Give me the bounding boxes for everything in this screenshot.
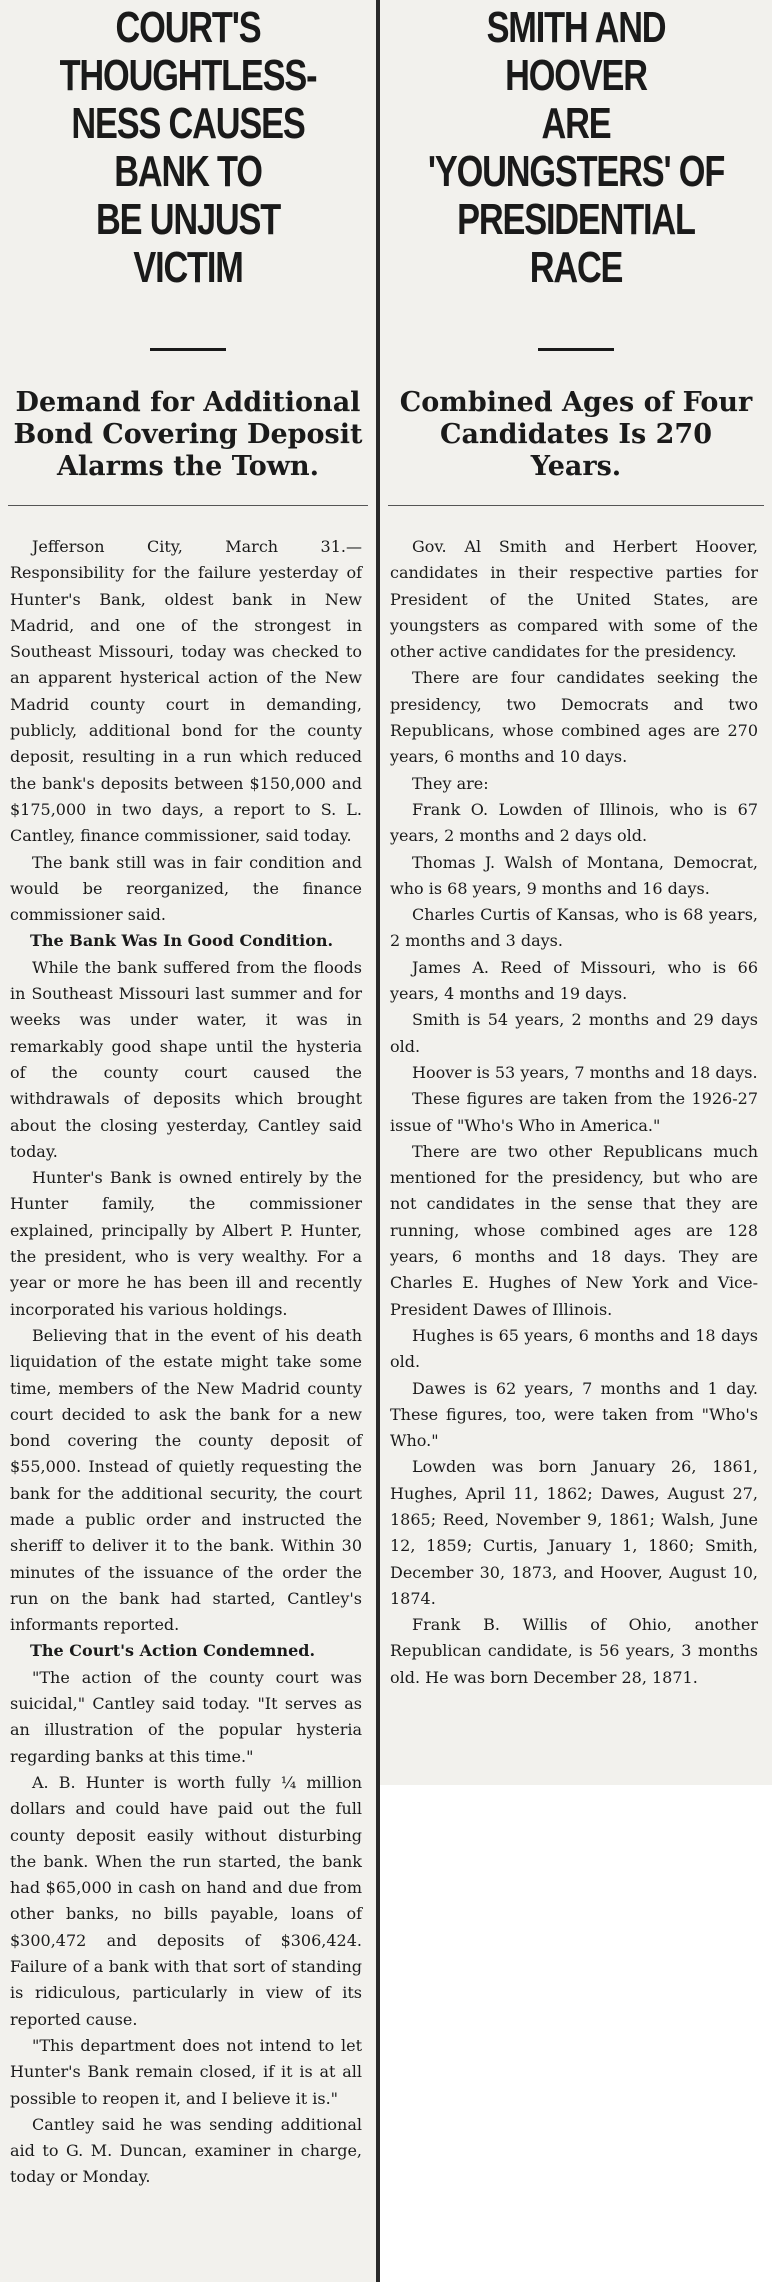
right-headline-rule <box>538 348 614 351</box>
left-headline: COURT'S THOUGHTLESS- NESS CAUSES BANK TO BE UNJUST VICTIM <box>59 3 317 292</box>
right-headline: SMITH AND HOOVER ARE 'YOUNGSTERS' OF PRESIDENTIAL RACE <box>427 3 725 292</box>
right-paragraph: James A. Reed of Missouri, who is 66 years, 4 months and 19 days. <box>390 957 758 1004</box>
left-paragraph: A. B. Hunter is worth fully ¼ million dollars and could have paid out the full county deposit easily without disturbing the bank. When the run started, the bank had $65,000 in cash on hand and due from other banks, no bills payable, loans of $300,472 and deposits of $306,424. Failure of a bank with that sort of standing is ridiculous, particularly in view of its reported cause. <box>10 1772 362 2029</box>
right-paragraph: Lowden was born January 26, 1861, Hughes, April 11, 1862; Dawes, August 27, 1865; Reed, November 9, 1861; Walsh, June 12, 1859; Curtis, January 1, 1860; Smith, December 30, 1873, and Hoover, August 10, 1874. <box>390 1457 758 1608</box>
right-paragraph: There are two other Republicans much mentioned for the presidency, but who are not candidates in the sense that they are running, whose combined ages are 128 years, 6 months and 18 days. They are Charles E. Hughes of New York and Vice-President Dawes of Illinois. <box>390 1141 758 1319</box>
left-deck: Demand for Additional Bond Covering Deposit Alarms the Town. <box>13 387 363 482</box>
left-paragraph: "This department does not intend to let Hunter's Bank remain closed, if it is at all possible to reopen it, and I believe it is." <box>10 2035 362 2108</box>
left-article <box>0 0 376 2282</box>
left-paragraph: Believing that in the event of his death liquidation of the estate might take some time, members of the New Madrid county court decided to ask the bank for a new bond covering the county deposit of $55,000. Instead of quietly requesting the bank for the additional security, the court made a public order and instructed the sheriff to deliver it to the bank. Within 30 minutes of the issuance of the order the run on the bank had started, Cantley's informants reported. <box>10 1325 362 1635</box>
left-paragraph: While the bank suffered from the floods in Southeast Missouri last summer and for weeks was under water, it was in remarkably good shape until the hysteria of the county court caused the withdrawals of deposits which brought about the closing yesterday, Cantley said today. <box>10 957 362 1161</box>
left-subhead: The Court's Action Condemned. <box>30 1641 316 1661</box>
right-paragraph: There are four candidates seeking the presidency, two Democrats and two Republicans, whose combined ages are 270 years, 6 months and 10 days. <box>390 668 758 767</box>
right-paragraph: Charles Curtis of Kansas, who is 68 years, 2 months and 3 days. <box>390 905 758 951</box>
right-body <box>380 534 772 1691</box>
right-paragraph: Gov. Al Smith and Herbert Hoover, candidates in their respective parties for President of the United States, are youngsters as compared with some of the other active candidates for the presidency. <box>390 537 758 662</box>
left-paragraph: The bank still was in fair condition and would be reorganized, the finance commissioner said. <box>10 852 362 925</box>
right-paragraph: Frank B. Willis of Ohio, another Republican candidate, is 56 years, 3 months old. He was born December 28, 1871. <box>390 1615 758 1687</box>
right-article <box>380 0 772 1785</box>
right-paragraph: Smith is 54 years, 2 months and 29 days old. <box>390 1010 758 1056</box>
right-paragraph: Dawes is 62 years, 7 months and 1 day. These figures, too, were taken from "Who's Who." <box>390 1378 758 1451</box>
left-paragraph: "The action of the county court was suicidal," Cantley said today. "It serves as an illustration of the popular hysteria regarding banks at this time." <box>10 1667 362 1766</box>
right-paragraph: Hoover is 53 years, 7 months and 18 days. <box>412 1062 758 1082</box>
right-deck-rule <box>388 505 764 506</box>
right-paragraph: Hughes is 65 years, 6 months and 18 days old. <box>390 1325 758 1372</box>
right-paragraph: Thomas J. Walsh of Montana, Democrat, who is 68 years, 9 months and 16 days. <box>390 852 758 898</box>
left-paragraph: Hunter's Bank is owned entirely by the Hunter family, the commissioner explained, principally by Albert P. Hunter, the president, who is very wealthy. For a year or more he has been ill and recently incorporated his various holdings. <box>10 1168 362 1319</box>
left-paragraph: Jefferson City, March 31.—Responsibility for the failure yesterday of Hunter's Bank, oldest bank in New Madrid, and one of the strongest in Southeast Missouri, today was checked to an apparent hysterical action of the New Madrid county court in demanding, publicly, additional bond for the county deposit, resulting in a run which reduced the bank's deposits between $150,000 and $175,000 in two days, a report to S. L. Cantley, finance commissioner, said today. <box>10 537 362 846</box>
left-subhead: The Bank Was In Good Condition. <box>30 931 334 951</box>
right-deck: Combined Ages of Four Candidates Is 270 Years. <box>399 387 753 482</box>
left-body <box>0 534 376 2191</box>
right-paragraph: Frank O. Lowden of Illinois, who is 67 years, 2 months and 2 days old. <box>390 799 758 846</box>
left-deck-rule <box>8 505 368 506</box>
left-headline-rule <box>150 348 226 351</box>
right-paragraph: These figures are taken from the 1926-27 issue of "Who's Who in America." <box>390 1089 758 1135</box>
left-paragraph: Cantley said he was sending additional aid to G. M. Duncan, examiner in charge, today or Monday. <box>10 2114 362 2187</box>
right-paragraph: They are: <box>412 773 489 793</box>
